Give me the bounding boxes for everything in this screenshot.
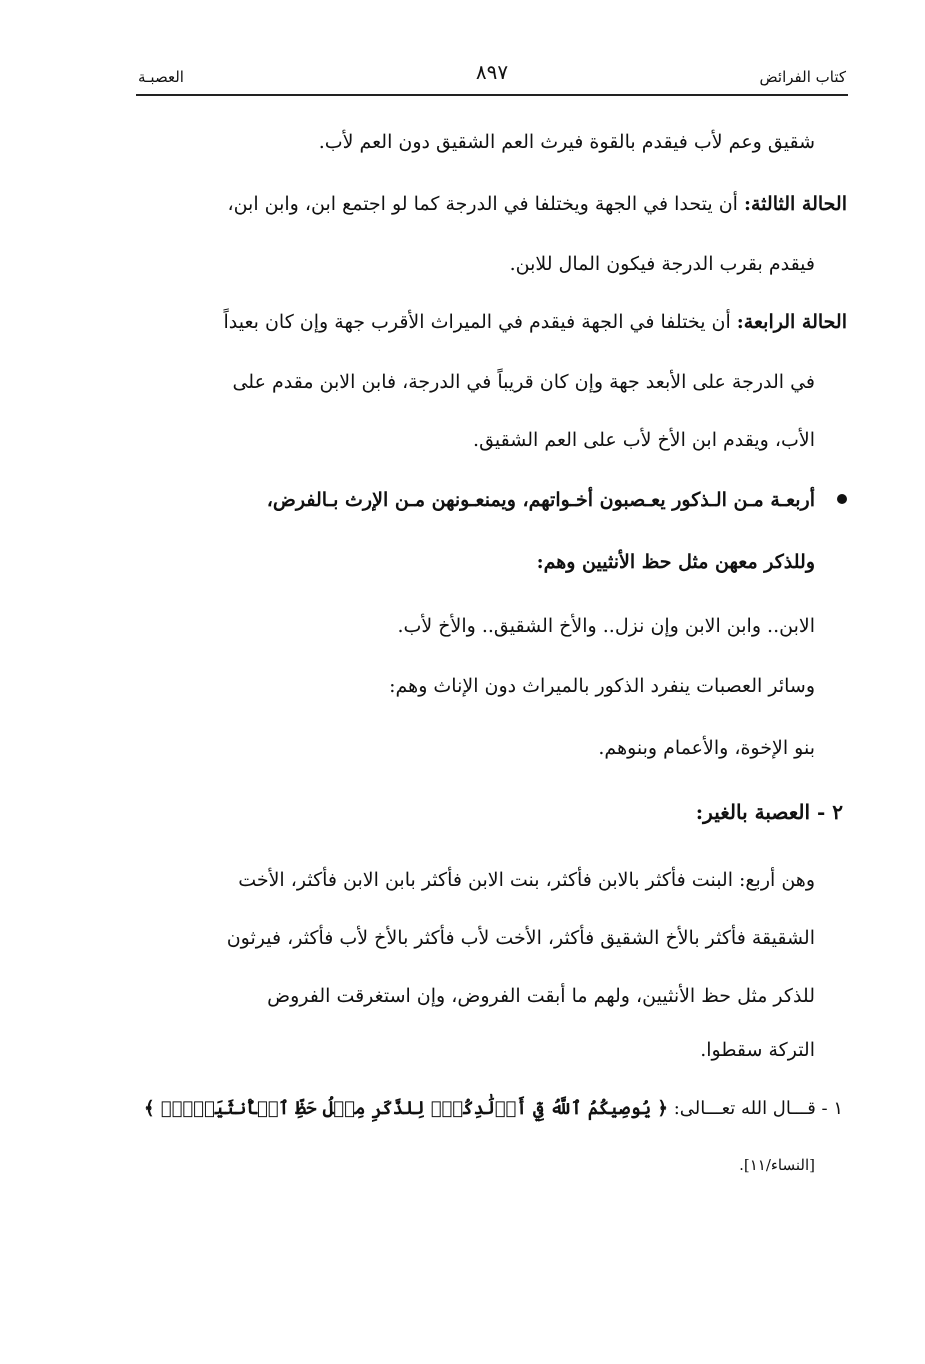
paragraph-line: الشقيقة فأكثر بالأخ الشقيق فأكثر، الأخت لأب فأكثر بالأخ لأب فأكثر، فيرثون <box>226 927 815 949</box>
case3-text: أن يتحدا في الجهة ويختلفا في الدرجة كما لو اجتمع ابن، وابن ابن، <box>227 193 738 215</box>
page-number: ٨٩٧ <box>475 60 509 84</box>
case4-text: أن يختلفا في الجهة فيقدم في الميراث الأقرب جهة وإن كان بعيداً <box>223 311 731 333</box>
footnote-intro: ١ - قـــال الله تعـــالى: <box>673 1098 843 1119</box>
bullet-line: وللذكر معهن مثل حظ الأنثيين وهم: <box>536 551 815 573</box>
bullet-line: أربعـة مـن الـذكور يعـصبون أخـواتهم، ويمنعـونهن مـن الإرث بـالفرض، <box>266 489 815 511</box>
paragraph-line: الأب، ويقدم ابن الأخ لأب على العم الشقيق. <box>473 429 815 451</box>
paragraph-line: وهن أربع: البنت فأكثر بالابن فأكثر، بنت الابن فأكثر بابن الابن فأكثر، الأخت <box>238 869 815 891</box>
list-line: بنو الإخوة، والأعمام وبنوهم. <box>598 737 815 759</box>
footnote-reference: [النساء/١١]. <box>739 1156 815 1174</box>
section-heading: ٢ - العصبة بالغير: <box>695 800 843 824</box>
paragraph-line: للذكر مثل حظ الأنثيين، ولهم ما أبقت الفروض، وإن استغرقت الفروض <box>267 985 815 1007</box>
paragraph-line: في الدرجة على الأبعد جهة وإن كان قريباً في الدرجة، فابن الابن مقدم على <box>232 371 815 393</box>
paragraph-line: التركة سقطوا. <box>700 1039 815 1061</box>
list-line: الابن.. وابن الابن وإن نزل.. والأخ الشقيق.. والأخ لأب. <box>397 615 815 637</box>
case4-line <box>224 308 848 336</box>
page-header <box>136 58 848 96</box>
bullet-dot <box>837 494 847 504</box>
list-line: وسائر العصبات ينفرد الذكور بالميراث دون الإناث وهم: <box>389 675 815 697</box>
quran-verse: ﴿ يُوصِيكُمُ ٱللَّهُ فِيٓ أَوۡلَٰدِكُمۡۖ لِلذَّكَرِ مِثۡلُ حَظِّ ٱلۡأُنثَيَيۡنِۚ ﴾ <box>143 1098 668 1119</box>
case4-label: الحالة الرابعة: <box>736 311 847 333</box>
paragraph-line: شقيق وعم لأب فيقدم بالقوة فيرث العم الشقيق دون العم لأب. <box>318 131 815 153</box>
case3-line <box>227 190 847 218</box>
book-title: كتاب الفرائض <box>759 68 846 86</box>
footnote <box>144 1098 843 1119</box>
case3-label: الحالة الثالثة: <box>743 193 847 215</box>
paragraph-line: فيقدم بقرب الدرجة فيكون المال للابن. <box>509 253 815 275</box>
section-title: العصبـة <box>138 68 184 86</box>
